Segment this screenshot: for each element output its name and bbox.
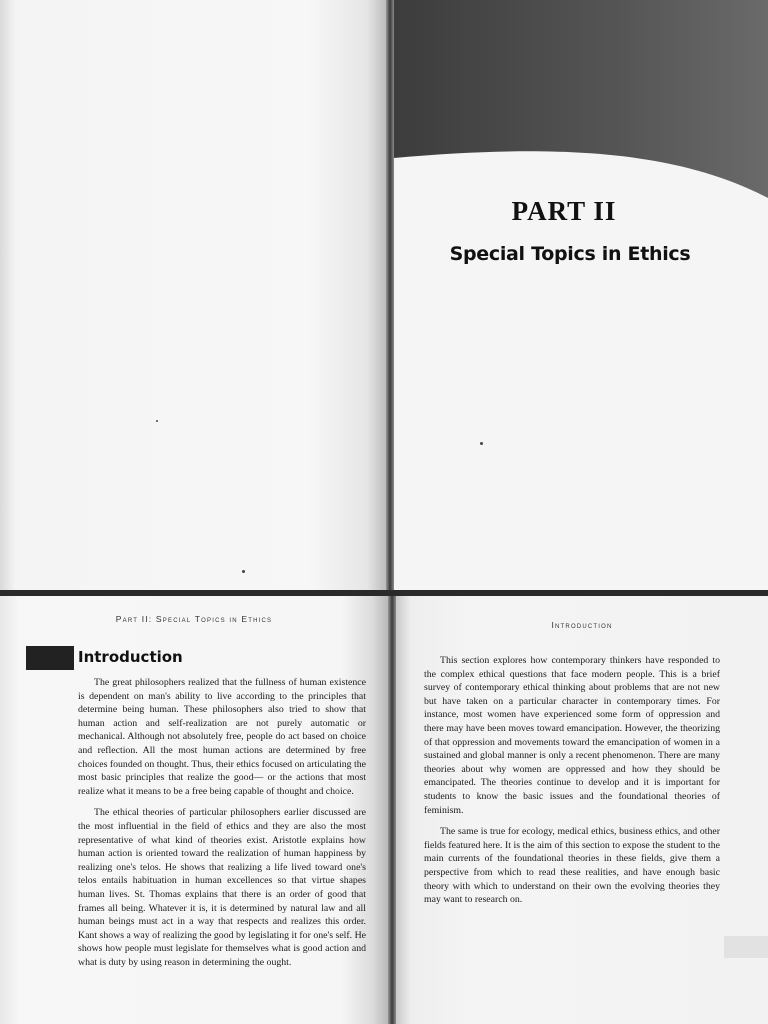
paragraph: The great philosophers realized that the fullness of human existence is dependent on man's ability to live according to the principles that determine being human. These philosophers also tried to show that human action and self-realization are not purely automatic or mechanical. Although not absolutely free, people do act based on choice and reflection. All the most human actions are determined by free choices founded on thought. Thus, their ethics focused on articulating the most basic principles that realize the good— or the actions that most realize what it means to be a free being capable of thought and choice. bbox=[78, 677, 366, 797]
paragraph: The ethical theories of particular philosophers earlier discussed are the most influential in the field of ethics and they are also the most representative of what kind of theories exist. Aristotle explains how human action is oriented toward the realization of human happiness by realizing one's telos. He shows that realizing a life lived toward one's telos entails habituation in human excellences so that virtue shapes human lives. St. Thomas explains that there is an order of good that frames all being. Whatever it is, it is determined by natural law and all human beings must act in a way that respects and realizes this order. Kant shows a way of realizing the good by legislating it for one's self. He shows how people must legislate for themselves what is good action and what is duty by using reason in determining the ought. bbox=[78, 807, 366, 968]
ink-speck bbox=[156, 420, 158, 422]
part-title: PART II bbox=[511, 196, 617, 226]
spine-gutter bbox=[388, 596, 396, 1024]
section-heading: Introduction bbox=[78, 648, 183, 666]
body-text bbox=[424, 654, 720, 915]
part-subtitle: Special Topics in Ethics bbox=[449, 243, 691, 265]
heading-marker bbox=[26, 646, 74, 670]
introduction-page-right bbox=[396, 596, 768, 1024]
running-head: Introduction bbox=[551, 620, 613, 630]
paragraph: The same is true for ecology, medical ethics, business ethics, and other fields featured here. It is the aim of this section to expose the student to the main currents of the foundational theories in these fields, give them a perspective from which to read these realities, and have enough basic theory with which to understand on their own the evolving theories they may want to research on. bbox=[424, 826, 720, 906]
part-opener-page bbox=[394, 0, 768, 590]
paragraph: This section explores how contemporary thinkers have responded to the complex ethical questions that face modern people. This is a brief survey of contemporary ethical thinking about problems that are not new but have taken on a particular character in contemporary times. For instance, most women have experienced some form of oppression and there may have been moves toward emancipation. However, the theorizing of that oppression and movements toward the emancipation of women in a sustained and global manner is only a recent phenomenon. There are many theories about why women are oppressed and how they should be emancipated. The theories continue to develop and it is important for students to know the basic issues and the foundational theories of feminism. bbox=[424, 655, 720, 816]
edge-tab bbox=[724, 936, 768, 958]
blank-page bbox=[0, 0, 386, 590]
ink-speck bbox=[242, 570, 245, 573]
spine-gutter bbox=[386, 0, 394, 590]
running-head: Part II: Special Topics in Ethics bbox=[115, 614, 273, 624]
header-band bbox=[394, 0, 768, 200]
introduction-page-left bbox=[0, 596, 388, 1024]
ink-speck bbox=[480, 442, 483, 445]
body-text bbox=[78, 676, 366, 977]
